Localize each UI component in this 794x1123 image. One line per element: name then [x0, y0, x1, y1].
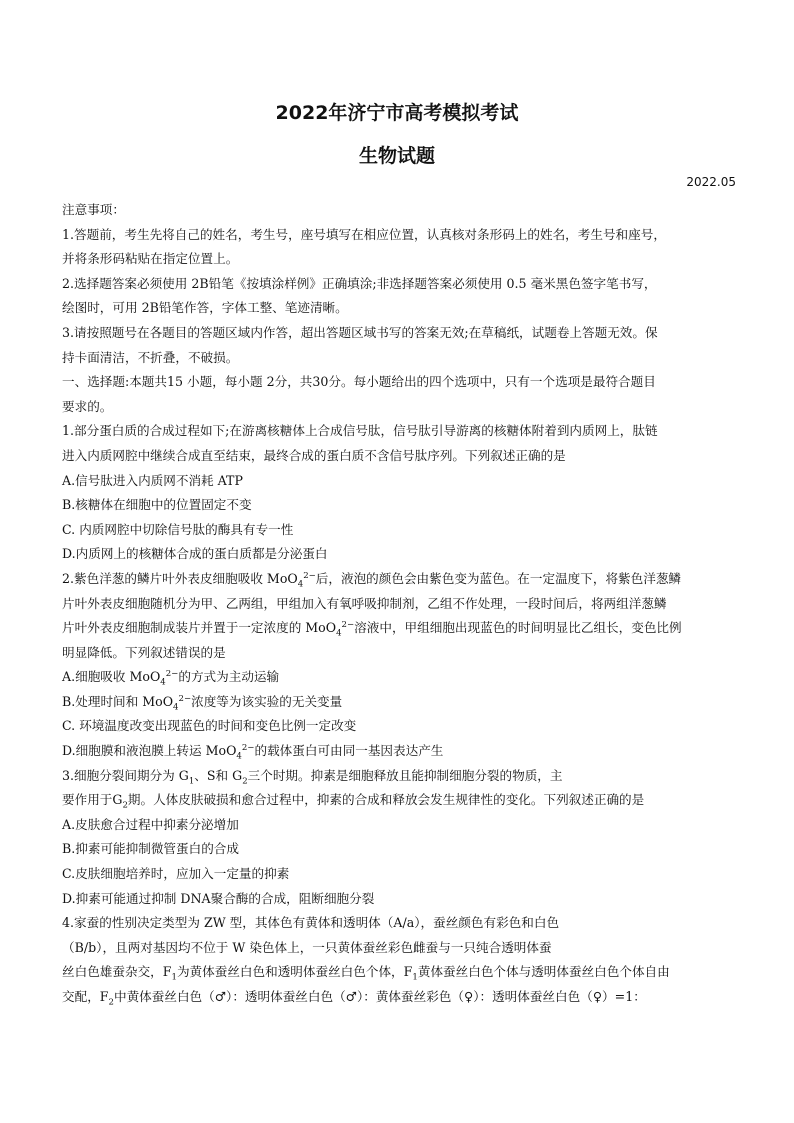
q1-option-d: D.内质网上的核糖体合成的蛋白质都是分泌蛋白 [62, 546, 328, 562]
note-1-line-2: 并将条形码粘贴在指定位置上。 [62, 251, 239, 267]
note-1-line-1: 1.答题前，考生先将自己的姓名，考生号，座号填写在相应位置，认真核对条形码上的姓名，考生号和座号， [62, 226, 666, 242]
note-3-line-1: 3.请按照题号在各题目的答题区域内作答，超出答题区域书写的答案无效;在草稿纸，试题卷上答题无效。保 [62, 324, 658, 340]
q2-option-b: B.处理时间和 MoO$_4^{2-}$浓度等为该实验的无关变量 [62, 693, 343, 713]
q3-option-d: D.抑素可能通过抑制 DNA聚合酶的合成，阻断细胞分裂 [62, 890, 375, 906]
q4-stem-line-4: 交配，$F_2$中黄体蚕丝白色（♂）：透明体蚕丝白色（♂）：黄体蚕丝彩色（♀）：透明体蚕丝白色（♀）=1： [62, 989, 646, 1008]
q4-stem-line-3: 丝白色雄蚕杂交，$F_1$为黄体蚕丝白色和透明体蚕丝白色个体，$F_1$黄体蚕丝白色个体与透明体蚕丝白色个体自由 [62, 964, 670, 983]
q1-option-c: C. 内质网腔中切除信号肽的酶具有专一性 [62, 521, 294, 537]
q2-stem-line-3: 片叶外表皮细胞制成装片并置于一定浓度的 MoO$_4^{2-}$溶液中，甲组细胞出现蓝色的时间明显比乙组长，变色比例 [62, 619, 682, 639]
notes-heading: 注意事项： [62, 202, 125, 217]
q1-stem-line-1: 1.部分蛋白质的合成过程如下;在游离核糖体上合成信号肽，信号肽引导游离的核糖体附着到内质网上，肽链 [62, 423, 658, 439]
q1-option-a: A.信号肽进入内质网不消耗 ATP [62, 472, 243, 488]
q2-option-d: D.细胞膜和液泡膜上转运 MoO$_4^{2-}$的载体蛋白可由同一基因表达产生 [62, 742, 444, 762]
q1-stem-line-2: 进入内质网腔中继续合成直至结束，最终合成的蛋白质不含信号肽序列。下列叙述正确的是 [62, 447, 566, 463]
q2-option-a: A.细胞吸收 MoO$_4^{2-}$的方式为主动运输 [62, 669, 280, 688]
q2-option-c: C. 环境温度改变出现蓝色的时间和变色比例一定改变 [62, 718, 357, 734]
q4-stem-line-2: （B/b），且两对基因均不位于 W 染色体上，一只黄体蚕丝彩色雌蚕与一只纯合透明体蚕 [62, 939, 552, 955]
q2-stem-line-1: 2.紫色洋葱的鳞片叶外表皮细胞吸收 MoO$_4^{2-}$后，液泡的颜色会由紫色变为蓝色。在一定温度下，将紫色洋葱鳞 [62, 570, 682, 590]
q3-option-b: B.抑素可能抑制微管蛋白的合成 [62, 841, 239, 857]
note-3-line-2: 持卡面清洁，不折叠，不破损。 [62, 349, 239, 365]
q3-stem-line-2: 要作用于$G_2$期。人体皮肤破损和愈合过程中，抑素的合成和释放会发生规律性的变化。下列叙述正确的是 [62, 792, 645, 811]
note-2-line-1: 2.选择题答案必须使用 2B铅笔《按填涂样例》正确填涂;非选择题答案必须使用 0.5 毫米黑色签字笔书写， [62, 275, 657, 291]
exam-body [62, 198, 742, 1010]
exam-date: 2022.05 [686, 175, 736, 189]
section-heading-line-2: 要求的。 [62, 398, 113, 414]
q1-option-b: B.核糖体在细胞中的位置固定不变 [62, 497, 252, 513]
q4-stem-line-1: 4.家蚕的性别决定类型为 ZW 型，其体色有黄体和透明体（A/a），蚕丝颜色有彩色和白色 [62, 915, 560, 931]
subject-title: 生物试题 [358, 145, 435, 167]
q2-stem-line-4: 明显降低。下列叙述错误的是 [62, 644, 226, 660]
note-2-line-2: 绘图时，可用 2B铅笔作答，字体工整、笔迹清晰。 [62, 300, 348, 316]
section-heading-line-1: 一、选择题:本题共15 小题，每小题 2分，共30分。每小题给出的四个选项中，只有一个选项是最符合题目 [62, 374, 656, 390]
q3-stem-line-1: 3.细胞分裂间期分为 $G_1$、S和 $G_2$三个时期。抑素是细胞释放且能抑制细胞分裂的物质，主 [62, 767, 563, 787]
q3-option-a: A.皮肤愈合过程中抑素分泌增加 [62, 816, 239, 832]
q3-option-c: C.皮肤细胞培养时，应加入一定量的抑素 [62, 866, 290, 882]
exam-title: 2022年济宁市高考模拟考试 [275, 102, 519, 124]
q2-stem-line-2: 片叶外表皮细胞随机分为甲、乙两组，甲组加入有氧呼吸抑制剂，乙组不作处理，一段时间后，将两组洋葱鳞 [62, 595, 667, 611]
